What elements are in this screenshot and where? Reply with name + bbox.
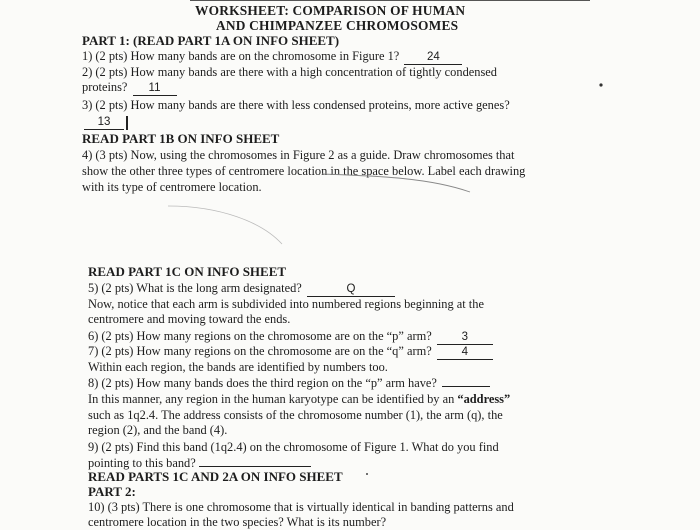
- question-6-answer: 3: [437, 331, 493, 345]
- question-5-answer: Q: [307, 283, 395, 297]
- pencil-stroke-2: [168, 206, 282, 244]
- question-8: [88, 376, 492, 391]
- question-5-line-3: centromere and moving toward the ends.: [88, 312, 291, 326]
- question-7-answer: 4: [437, 346, 493, 360]
- pencil-stroke-1: [322, 174, 470, 192]
- part2-label: PART 2:: [88, 484, 136, 499]
- question-5: [88, 281, 397, 297]
- title-line-2: AND CHIMPANZEE CHROMOSOMES: [216, 18, 459, 33]
- part1b-heading: READ PART 1B ON INFO SHEET: [82, 131, 280, 146]
- question-10-line-1: 10) (3 pts) There is one chromosome that is virtually identical in banding patterns and: [88, 500, 514, 514]
- question-6: [88, 329, 495, 345]
- question-8-line-4: region (2), and the band (4).: [88, 423, 228, 437]
- question-6-text: 6) (2 pts) How many regions on the chromosome are on the “p” arm?: [88, 329, 432, 343]
- question-1-answer: 24: [404, 51, 462, 65]
- address-term: “address”: [457, 392, 511, 406]
- question-8-line-2-text: In this manner, any region in the human karyotype can be identified by an: [88, 392, 458, 406]
- question-4-line-1: 4) (3 pts) Now, using the chromosomes in Figure 2 as a guide. Draw chromosomes that: [82, 148, 515, 162]
- question-1-text: 1) (2 pts) How many bands are on the chromosome in Figure 1?: [82, 49, 400, 63]
- question-8-text: 8) (2 pts) How many bands does the third region on the “p” arm have?: [88, 376, 437, 390]
- part1-heading: PART 1: (READ PART 1A ON INFO SHEET): [82, 33, 340, 48]
- question-8-line-3: such as 1q2.4. The address consists of the chromosome number (1), the arm (q), the: [88, 408, 503, 422]
- question-8-line-2: [88, 392, 510, 407]
- question-2-text: proteins?: [82, 80, 128, 94]
- ink-mark: [366, 473, 368, 475]
- question-7-line-2: Within each region, the bands are identified by numbers too.: [88, 360, 388, 374]
- question-3-answer: 13: [84, 116, 124, 130]
- question-8-answer: [442, 386, 490, 387]
- question-4-line-3: with its type of centromere location.: [82, 180, 262, 194]
- ink-dot: [599, 83, 602, 86]
- question-2-answer: 11: [133, 82, 177, 96]
- title-line-1: WORKSHEET: COMPARISON OF HUMAN: [195, 3, 466, 18]
- question-10-line-2: centromere location in the two species? What is its number?: [88, 515, 387, 529]
- question-2-line-1: 2) (2 pts) How many bands are there with a high concentration of tightly condensed: [82, 65, 497, 79]
- part1c-heading: READ PART 1C ON INFO SHEET: [88, 264, 287, 279]
- question-4-line-2: show the other three types of centromere location in the space below. Label each drawing: [82, 164, 526, 178]
- question-7: [88, 344, 495, 360]
- question-5-line-2: Now, notice that each arm is subdivided into numbered regions beginning at the: [88, 297, 484, 311]
- question-9-answer-blank: [199, 455, 311, 467]
- question-9-text: pointing to this band?: [88, 456, 196, 470]
- part2-heading: READ PARTS 1C AND 2A ON INFO SHEET: [88, 469, 343, 484]
- question-3-text: 3) (2 pts) How many bands are there with less condensed proteins, more active genes?: [82, 98, 510, 112]
- question-9-line-1: 9) (2 pts) Find this band (1q2.4) on the chromosome of Figure 1. What do you find: [88, 440, 499, 454]
- question-5-text: 5) (2 pts) What is the long arm designated?: [88, 281, 302, 295]
- question-7-text: 7) (2 pts) How many regions on the chromosome are on the “q” arm?: [88, 344, 432, 358]
